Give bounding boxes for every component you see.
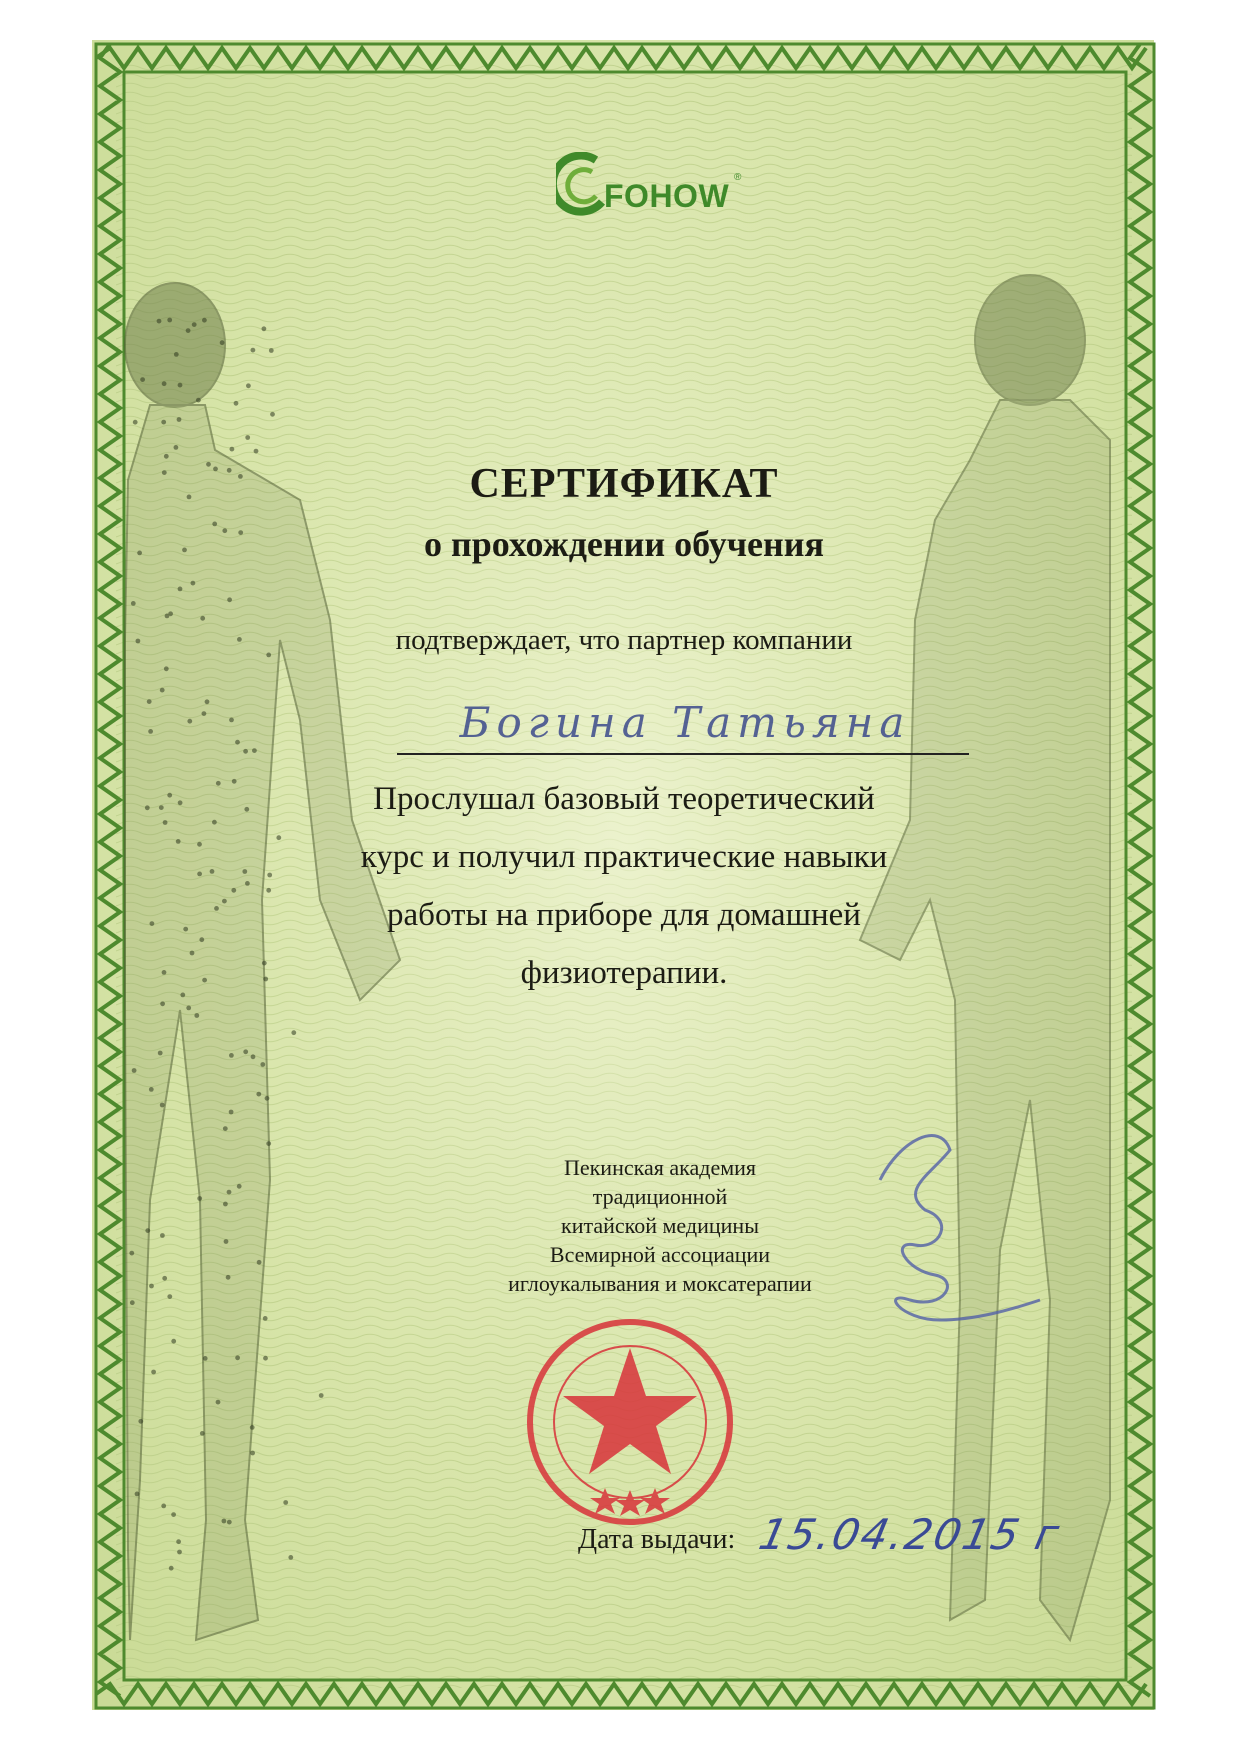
issuer-line: китайской медицины <box>561 1213 759 1238</box>
issuer-line: традиционной <box>592 1184 728 1209</box>
name-underline <box>397 753 969 755</box>
issue-date-label: Дата выдачи: <box>578 1524 736 1555</box>
body-line: Прослушал базовый теоретический <box>373 781 875 817</box>
body-line: курс и получил практические навыки <box>360 839 888 875</box>
issuer-line: иглоукалывания и моксатерапии <box>508 1271 812 1296</box>
certificate-title: СЕРТИФИКАТ <box>469 461 779 507</box>
body-line: физиотерапии. <box>520 955 728 991</box>
confirms-text: подтверждает, что партнер компании <box>395 624 853 656</box>
issuer-line: Всемирной ассоциации <box>549 1242 771 1267</box>
registered-mark-icon: ® <box>734 172 742 183</box>
certificate-body <box>0 770 1248 1002</box>
issue-date-handwritten: 15.04.2015 г <box>754 1510 1066 1559</box>
recipient-name-handwritten: Богина Татьяна <box>459 698 911 747</box>
issuer-line: Пекинская академия <box>563 1155 757 1180</box>
body-line: работы на приборе для домашней <box>387 897 861 933</box>
logo-brand: FOHOW <box>604 178 730 214</box>
issuer-block <box>460 1153 860 1298</box>
certificate-subtitle: о прохождении обучения <box>424 524 824 564</box>
